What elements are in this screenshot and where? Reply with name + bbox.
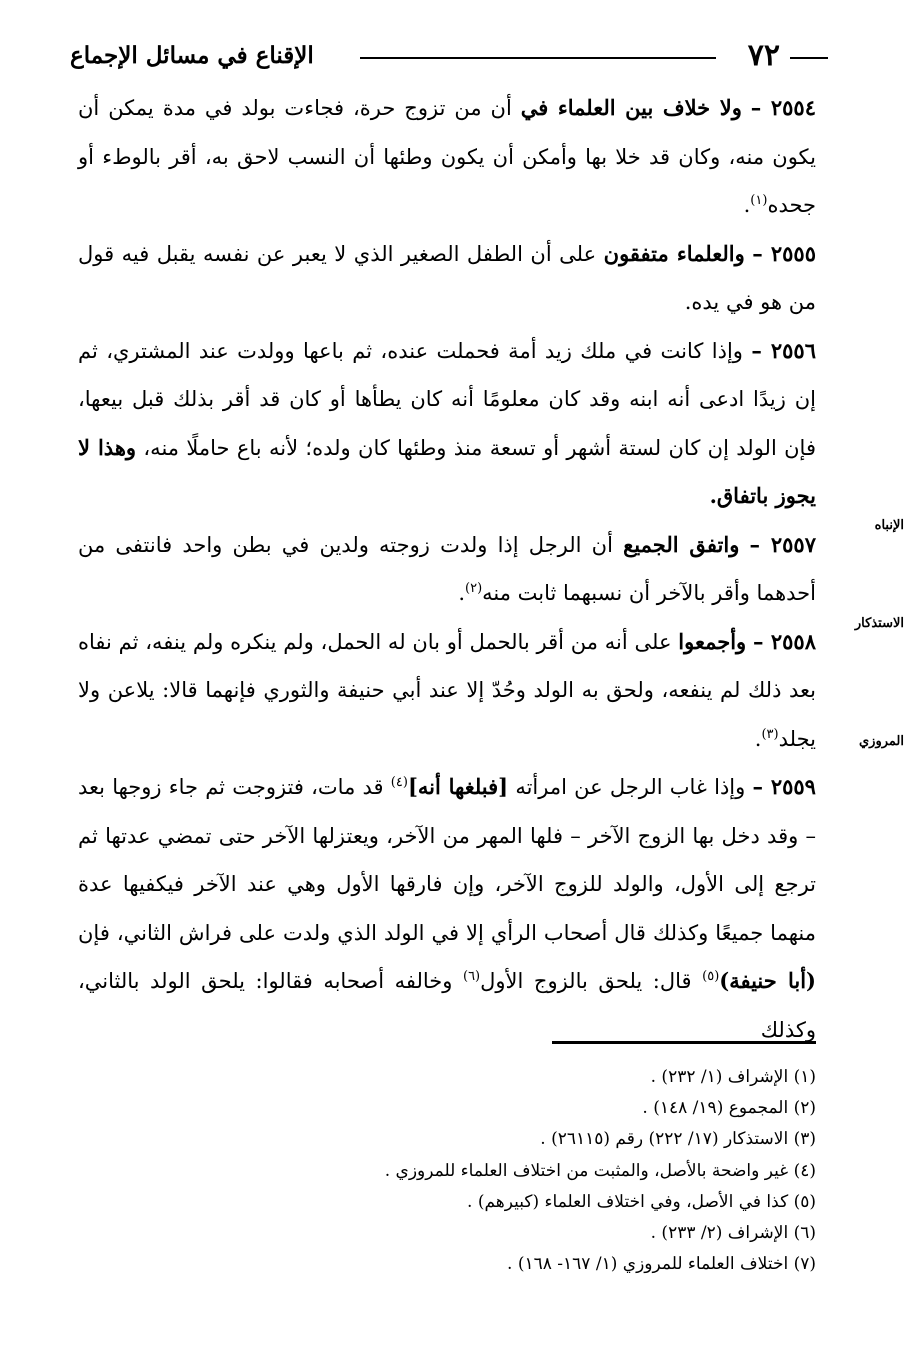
paragraph-text: وخالفه أصحابه فقالوا: يلحق الولد بالثاني، وكذلك <box>78 969 816 1042</box>
footnote-ref: (٤) <box>390 775 408 790</box>
paragraph-2554 <box>78 84 816 230</box>
paragraph-2559 <box>78 763 816 1054</box>
paragraph-text: قال: يلحق بالزوج الأول <box>480 969 692 993</box>
header-dash <box>790 57 828 59</box>
main-text <box>78 84 816 1054</box>
paragraph-text: على أنه من أقر بالحمل أو بان له الحمل، ولم ينكره ولم ينفه، ثم نفاه بعد ذلك لم ينفعه، ولحق به الولد وحُدّ إلا عند أبي حنيفة والثوري فإنهما قالا: يلاعن ولا يجلد <box>78 629 816 751</box>
issue-number: ٢٥٥٩ – <box>752 774 816 799</box>
paragraph-text: أن الرجل إذا ولدت زوجته ولدين في بطن واحد فانتفى من أحدهما وأقر بالآخر أن نسبهما ثابت منه <box>78 532 816 605</box>
paragraph-text: أن من تزوج حرة، فجاءت بولد في مدة يمكن أن يكون منه، وكان قد خلا بها وأمكن أن يكون وطئها أن النسب لاحق به، أقر بالوطء أو جحده <box>78 96 816 217</box>
margin-label-inbah: الإنباه <box>874 518 904 533</box>
paragraph-end: . <box>743 193 751 217</box>
footnote-ref: (٥) <box>702 969 720 984</box>
bracketed-phrase: [فبلغها أنه] <box>407 774 509 799</box>
footnote-ref: (١) <box>750 193 768 208</box>
paragraph-end: . <box>458 581 466 605</box>
issue-number: ٢٥٥٤ – <box>750 95 816 120</box>
footnote-item: (١) الإشراف (١/ ٢٣٢) . <box>650 1067 816 1087</box>
paragraph-text: وإذا غاب الرجل عن امرأته <box>515 775 746 799</box>
footnote-item: (٤) غير واضحة بالأصل، والمثبت من اختلاف العلماء للمروزي . <box>384 1160 816 1181</box>
header-rule <box>360 57 716 59</box>
bold-phrase: (أبا حنيفة) <box>719 968 816 993</box>
margin-label-marwazi: المروزي <box>859 734 904 749</box>
bold-phrase: ولا خلاف بين العلماء في <box>520 95 742 120</box>
book-title: الإقناع في مسائل الإجماع <box>70 42 314 69</box>
issue-number: ٢٥٥٨ – <box>752 628 816 654</box>
footnote-ref: (٦) <box>462 969 481 984</box>
footnote-ref: (٣) <box>761 726 779 742</box>
bold-phrase: والعلماء متفقون <box>603 240 745 266</box>
paragraph-2558 <box>78 618 816 764</box>
paragraph-end: . <box>754 726 762 751</box>
footnote-item: (٦) الإشراف (٢/ ٢٣٣) . <box>650 1223 816 1244</box>
page-number: ٧٢ <box>747 38 780 73</box>
running-header <box>70 36 828 76</box>
footnote-ref: (٢) <box>465 581 483 596</box>
bold-phrase: وأجمعوا <box>678 628 747 654</box>
paragraph-text: وإذا كانت في ملك زيد أمة فحملت عنده، ثم باعها وولدت عند المشتري، ثم إن زيدًا ادعى أنه ابنه وقد كان معلومًا أنه كان يطأها أو كان قد أقر بذلك قبل بيعها، فإن الولد إن كان لستة أشهر أو تسعة منذ وطئها كان ولده؛ لأنه باع حاملًا منه، <box>78 338 816 460</box>
bold-phrase: واتفق الجميع <box>623 531 740 557</box>
paragraph-2556 <box>78 327 816 521</box>
footnote-separator <box>552 1041 816 1044</box>
margin-label-istidhkar: الاستذكار <box>854 616 904 631</box>
footnote-item: (٧) اختلاف العلماء للمروزي (١/ ١٦٧- ١٦٨) . <box>507 1254 816 1275</box>
footnote-item: (٣) الاستذكار (١٧/ ٢٢٢) رقم (٢٦١١٥) . <box>540 1129 816 1150</box>
issue-number: ٢٥٥٥ – <box>752 240 816 266</box>
issue-number: ٢٥٥٦ – <box>751 337 816 363</box>
paragraph-2557 <box>78 521 816 618</box>
paragraph-2555 <box>78 230 816 327</box>
paragraph-text: على أن الطفل الصغير الذي لا يعبر عن نفسه يقبل فيه قول من هو في يده. <box>78 241 816 314</box>
footnote-item: (٢) المجموع (١٩/ ١٤٨) . <box>642 1098 816 1119</box>
paragraph-text: قد مات، فتزوجت ثم جاء زوجها بعد – وقد دخل بها الزوج الآخر – فلها المهر من الآخر، ويعتزلها الآخر حتى تمضي عدتها ثم ترجع إلى الأول، والولد للزوج الآخر، وإن فارقها الأول وهي عند الآخر فيكفيها عدة منهما جميعًا وكذلك قال أصحاب الرأي إلا في الولد الذي ولدت على فراش الثاني، فإن <box>78 775 816 945</box>
bold-phrase: وهذا لا يجوز باتفاق. <box>78 434 816 508</box>
issue-number: ٢٥٥٧ – <box>749 531 816 557</box>
footnote-item: (٥) كذا في الأصل، وفي اختلاف العلماء (كبيرهم) . <box>467 1191 816 1212</box>
footnotes <box>78 1062 816 1280</box>
